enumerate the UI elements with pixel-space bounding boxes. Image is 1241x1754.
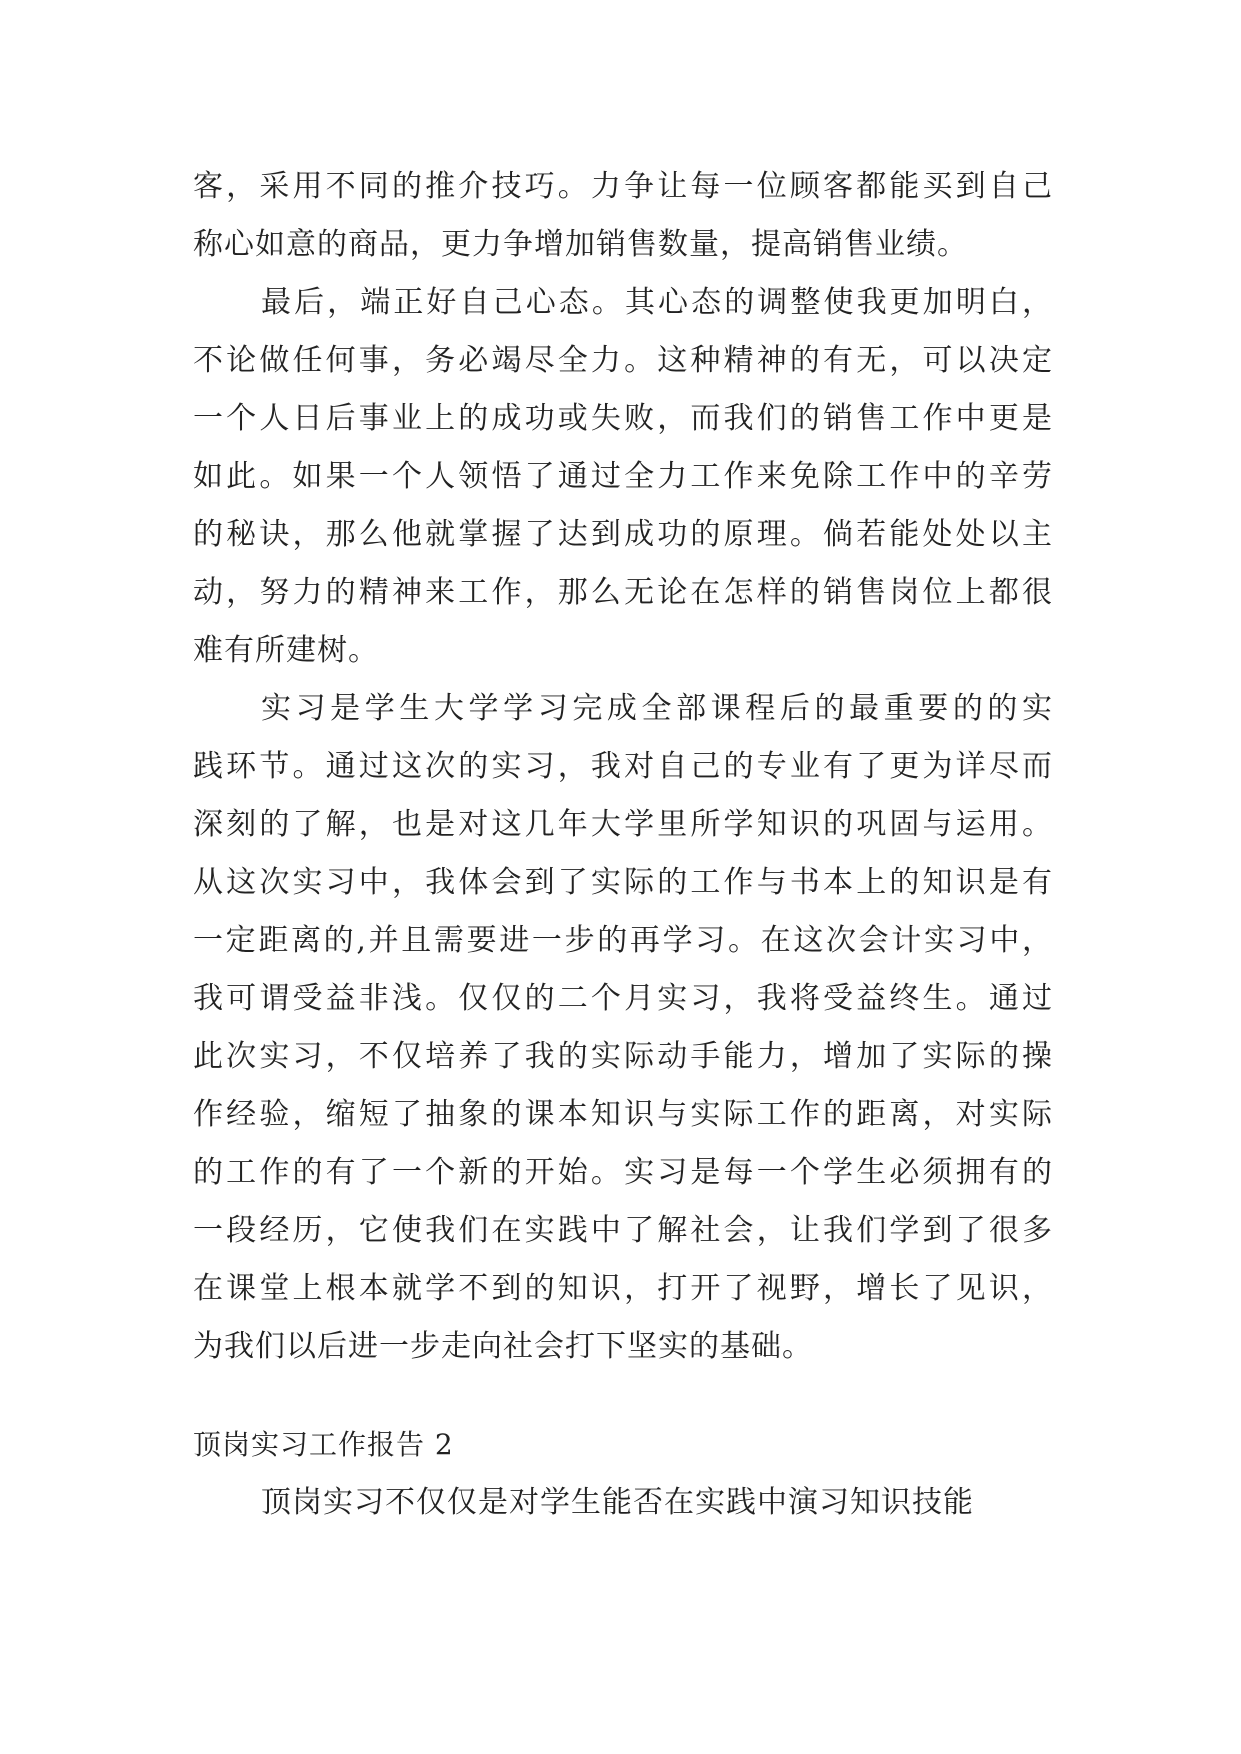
text-line: 顶岗实习不仅仅是对学生能否在实践中演习知识技能	[261, 1485, 974, 1520]
text-line: 此次实习，不仅培养了我的实际动手能力，增加了实际的操	[193, 1039, 1053, 1074]
paragraph	[193, 680, 1053, 1376]
section-heading: 顶岗实习工作报告 2	[193, 1428, 454, 1461]
paragraph	[193, 158, 1053, 274]
text-line: 一个人日后事业上的成功或失败，而我们的销售工作中更是	[193, 401, 1053, 436]
text-line: 作经验，缩短了抽象的课本知识与实际工作的距离，对实际	[193, 1097, 1053, 1132]
text-line: 的工作的有了一个新的开始。实习是每一个学生必须拥有的	[193, 1155, 1053, 1190]
text-line: 践环节。通过这次的实习，我对自己的专业有了更为详尽而	[193, 749, 1053, 784]
text-line: 难有所建树。	[193, 633, 379, 668]
text-line: 称心如意的商品，更力争增加销售数量，提高销售业绩。	[193, 227, 968, 262]
text-line: 一段经历，它使我们在实践中了解社会，让我们学到了很多	[193, 1213, 1053, 1248]
text-line: 的秘诀，那么他就掌握了达到成功的原理。倘若能处处以主	[193, 517, 1053, 552]
text-line: 深刻的了解，也是对这几年大学里所学知识的巩固与运用。	[193, 807, 1053, 842]
text-line: 从这次实习中，我体会到了实际的工作与书本上的知识是有	[193, 865, 1053, 900]
text-line: 动，努力的精神来工作，那么无论在怎样的销售岗位上都很	[193, 575, 1053, 610]
document-page	[193, 158, 1053, 1532]
text-line: 不论做任何事，务必竭尽全力。这种精神的有无，可以决定	[193, 343, 1053, 378]
text-line: 客，采用不同的推介技巧。力争让每一位顾客都能买到自己	[193, 169, 1053, 204]
text-line: 实习是学生大学学习完成全部课程后的最重要的的实	[261, 691, 1053, 726]
spacer	[193, 1376, 1053, 1416]
paragraph	[193, 1474, 1053, 1532]
text-line: 如此。如果一个人领悟了通过全力工作来免除工作中的辛劳	[193, 459, 1053, 494]
paragraph	[193, 274, 1053, 680]
text-line: 为我们以后进一步走向社会打下坚实的基础。	[193, 1329, 813, 1364]
text-line: 最后，端正好自己心态。其心态的调整使我更加明白，	[261, 285, 1053, 320]
text-line: 一定距离的,并且需要进一步的再学习。在这次会计实习中，	[193, 923, 1053, 958]
text-line: 在课堂上根本就学不到的知识，打开了视野，增长了见识，	[193, 1271, 1053, 1306]
text-line: 我可谓受益非浅。仅仅的二个月实习，我将受益终生。通过	[193, 981, 1053, 1016]
